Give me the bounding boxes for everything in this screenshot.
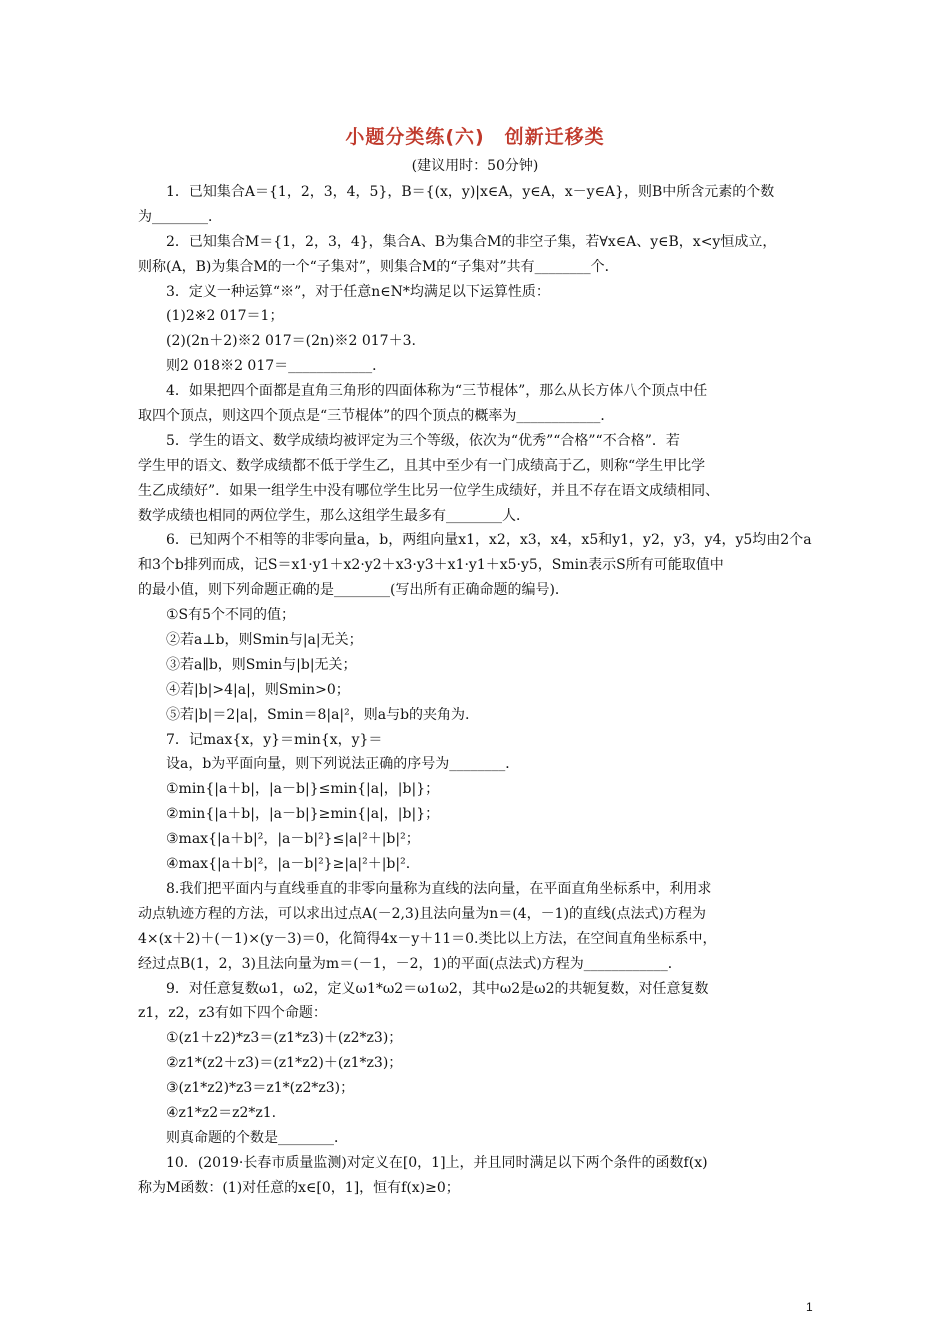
text-line: 2．已知集合M＝{1，2，3，4}，集合A、B为集合M的非空子集，若∀x∈A、y∈B，x<y恒成立， <box>166 233 777 250</box>
problem-list <box>138 180 818 1201</box>
text-line: 1．已知集合A＝{1，2，3，4，5}，B＝{(x，y)|x∈A，y∈A，x－y∈A}，则B中所含元素的个数 <box>166 184 775 200</box>
text-line: 6．已知两个不相等的非零向量a，b，两组向量x1，x2，x3，x4，x5和y1，y2，y3，y4，y5均由2个a <box>166 532 812 549</box>
text-line: 4×(x＋2)＋(－1)×(y－3)＝0，化简得4x－y＋11＝0.类比以上方法，在空间直角坐标系中， <box>138 930 717 947</box>
text-line: 3．定义一种运算“※”，对于任意n∈N*均满足以下运算性质： <box>166 283 550 300</box>
text-line: 则2 018※2 017＝____________． <box>166 358 387 375</box>
text-line: 9．对任意复数ω1，ω2，定义ω1*ω2＝ω1ω2，其中ω2是ω2的共轭复数，对任意复数 <box>166 980 709 997</box>
text-line: 数学成绩也相同的两位学生，那么这组学生最多有________人． <box>138 507 530 524</box>
page-number: 1 <box>806 1300 813 1314</box>
text-line: 4．如果把四个面都是直角三角形的四面体称为“三节棍体”，那么从长方体八个顶点中任 <box>166 383 708 400</box>
text-line: 10．(2019·长春市质量监测)对定义在[0，1]上，并且同时满足以下两个条件的函数f(x) <box>166 1154 708 1171</box>
text-line: z1，z2，z3有如下四个命题： <box>138 1005 327 1022</box>
text-line: 经过点B(1，2，3)且法向量为m＝(－1，－2，1)的平面(点法式)方程为____________． <box>138 955 682 972</box>
text-line: ③若a∥b，则Smin与|b|无关； <box>166 656 357 673</box>
text-line: ③max{|a＋b|²，|a－b|²}≤|a|²＋|b|²； <box>166 831 420 848</box>
text-line: 设a，b为平面向量，则下列说法正确的序号为________． <box>166 756 520 773</box>
text-line: 取四个顶点，则这四个顶点是“三节棍体”的四个顶点的概率为____________． <box>138 408 615 425</box>
text-line: ①(z1＋z2)*z3＝(z1*z3)＋(z2*z3)； <box>166 1030 403 1047</box>
text-line: ③(z1*z2)*z3＝z1*(z2*z3)； <box>166 1080 355 1097</box>
text-line: ①S有5个不同的值； <box>166 607 296 624</box>
text-line: 7．记max{x，y}＝min{x，y}＝ <box>166 731 383 748</box>
text-line: ②z1*(z2＋z3)＝(z1*z2)＋(z1*z3)； <box>166 1055 403 1072</box>
text-line: 5．学生的语文、数学成绩均被评定为三个等级，依次为“优秀”“合格”“不合格”．若 <box>166 432 680 449</box>
suggested-time: (建议用时：50分钟) <box>411 158 539 174</box>
text-line: 则真命题的个数是________． <box>166 1129 348 1146</box>
text-line: ④max{|a＋b|²，|a－b|²}≥|a|²＋|b|². <box>166 856 411 873</box>
text-line: ①min{|a＋b|，|a－b|}≤min{|a|，|b|}； <box>166 781 440 798</box>
text-line: 学生甲的语文、数学成绩都不低于学生乙，且其中至少有一门成绩高于乙，则称“学生甲比学 <box>138 457 706 474</box>
text-line: (1)2※2 017＝1； <box>166 308 284 325</box>
text-line: 生乙成绩好”．如果一组学生中没有哪位学生比另一位学生成绩好，并且不存在语文成绩相同、 <box>138 482 720 499</box>
text-line: 动点轨迹方程的方法，可以求出过点A(－2,3)且法向量为n＝(4，－1)的直线(点法式)方程为 <box>138 905 706 922</box>
text-line: 和3个b排列而成，记S＝x1·y1＋x2·y2＋x3·y3＋x1·y1＋x5·y5，Smin表示S所有可能取值中 <box>138 557 724 574</box>
text-line: 8.我们把平面内与直线垂直的非零向量称为直线的法向量，在平面直角坐标系中，利用求 <box>166 880 712 897</box>
text-line: 为________． <box>138 208 222 225</box>
text-line: ⑤若|b|＝2|a|，Smin＝8|a|²，则a与b的夹角为. <box>166 706 470 723</box>
text-line: 则称(A，B)为集合M的一个“子集对”，则集合M的“子集对”共有________个． <box>138 258 619 275</box>
text-line: (2)(2n＋2)※2 017＝(2n)※2 017＋3. <box>166 333 416 350</box>
text-line: 的最小值，则下列命题正确的是________(写出所有正确命题的编号)． <box>138 582 569 599</box>
text-line: ②若a⊥b，则Smin与|a|无关； <box>166 632 363 649</box>
page-title: 小题分类练(六) 创新迁移类 <box>345 126 605 148</box>
text-line: 称为M函数：(1)对任意的x∈[0，1]，恒有f(x)≥0； <box>138 1179 460 1196</box>
text-line: ④z1*z2＝z2*z1. <box>166 1104 277 1121</box>
text-line: ④若|b|>4|a|，则Smin>0； <box>166 681 350 698</box>
text-line: ②min{|a＋b|，|a－b|}≥min{|a|，|b|}； <box>166 806 440 823</box>
